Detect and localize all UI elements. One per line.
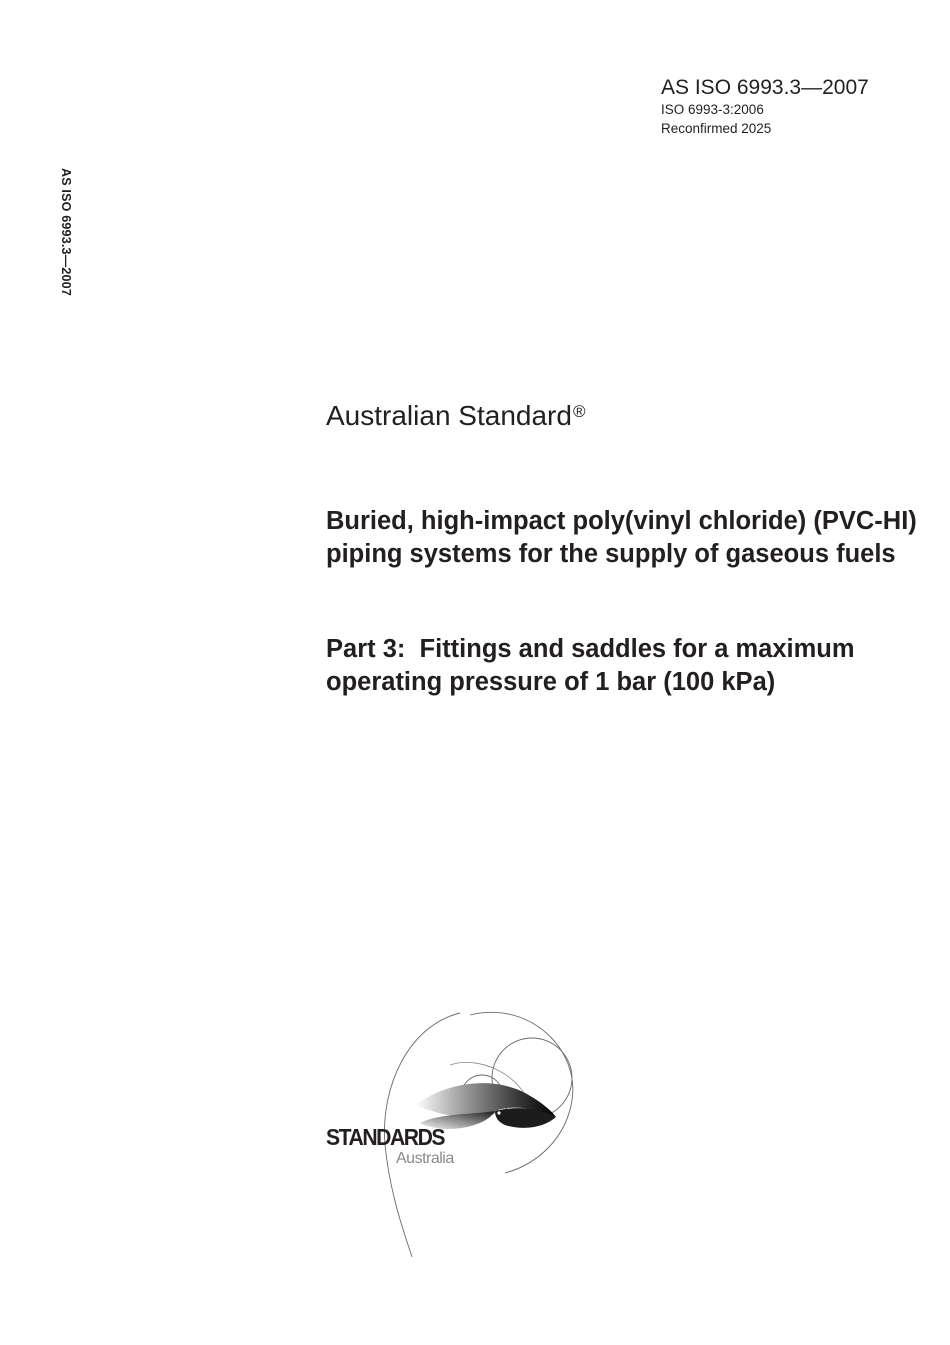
standards-australia-logo (320, 1005, 590, 1265)
logo-subtitle: Australia (396, 1150, 454, 1167)
spine-designation: AS ISO 6993.3—2007 (59, 168, 73, 296)
part-title: Part 3: Fittings and saddles for a maximum operating pressure of 1 bar (100 kPa) (326, 635, 862, 696)
series-name: Australian Standard (326, 400, 572, 431)
registered-mark: ® (572, 402, 586, 421)
reconfirmation-status: Reconfirmed 2025 (661, 121, 772, 136)
iso-equivalent: ISO 6993-3:2006 (661, 102, 764, 117)
series-heading (326, 398, 585, 434)
standard-designation: AS ISO 6993.3—2007 (661, 76, 869, 99)
document-title: Buried, high-impact poly(vinyl chloride) (PVC-HI) piping systems for the supply of gaseous fuels (326, 507, 917, 568)
reference-block (661, 76, 941, 138)
logo-wordmark: STANDARDS (326, 1124, 445, 1150)
